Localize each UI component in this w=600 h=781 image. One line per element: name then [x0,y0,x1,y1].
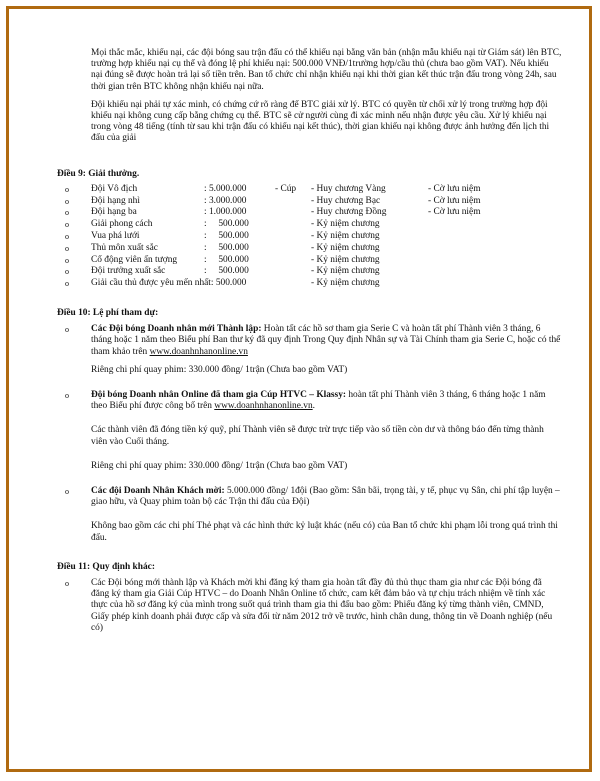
section-9-heading: Điều 9: Giải thưởng. [57,168,140,179]
fee-title-existing-teams: Đội bóng Doanh nhân Online đã tham gia Cúp HTVC – Klassy: [91,390,347,401]
award-medal: - Kỷ niệm chương [311,254,380,265]
award-medal: - Kỷ niệm chương [311,219,380,230]
award-row [57,278,562,290]
award-medal: - Kỷ niệm chương [311,278,380,289]
award-title: o Đội hạng ba [91,207,137,218]
award-flag: - Cờ lưu niệm [428,195,481,206]
award-amount: : 3.000.000 [204,195,247,206]
award-amount: : 500.000 [204,266,249,277]
fee-text-end: . [312,401,315,412]
award-title: o Thủ môn xuất sắc [91,242,158,253]
section-10-heading: Điều 10: Lệ phí tham dự: [57,308,159,318]
award-extra: - Cúp [275,183,297,194]
deposit-note: Các thành viên đã đóng tiền ký quỹ, phí Thành viên sẽ được trừ trực tiếp vào số tiền còn dư và thông báo đến từng thành viên vào Cuối tháng. [91,425,544,447]
fee-text-guest-teams: 5.000.000 đồng/ 1đội (Bao gồm: Sân bãi, trọng tài, y tế, phục vụ Sân, chi phí tập luyện – giao hữu, và Quay phim toàn bộ các Trận thi đấu của Đội) [91,486,560,508]
complaint-paragraph-2: Đội khiếu nại phải tự xác minh, có chứng cứ rõ ràng để BTC giải xử lý. BTC có quyền từ chối xử lý trong trường hợp đội khiếu nại không cung cấp bằng chứng cụ thể. BTC sẽ cử người cùng đi xác minh nếu nhận được yêu cầu. Xử lý khiếu nại trong vòng 48 tiếng (tính từ sau khi trận đấu có khiếu nại kết thúc), thời gian khiếu nại không được ảnh hưởng đến lịch thi đấu của giải [91,99,550,144]
award-amount: : 500.000 [204,242,249,253]
award-medal: - Kỷ niệm chương [311,266,380,277]
fee-text-new-teams: Hoàn tất các hồ sơ tham gia Serie C và hoàn tất phí Thành viên 3 tháng, 6 tháng hoặc 1 năm theo Biểu phí Ban thư ký đã quy định Trong Quy định Nhân sự và Tài Chính tham gia Serie C, hoặc có thể tham khảo trên [91,324,561,357]
award-row [57,219,562,231]
award-amount: : 500.000 [204,219,249,230]
award-medal: - Kỷ niệm chương [311,231,380,242]
award-flag: - Cờ lưu niệm [428,183,481,194]
complaint-paragraph-1: Mọi thắc mắc, khiếu nại, các đội bóng sau trận đấu có thể khiếu nại bằng văn bản (nhận mẫu khiếu nại từ Giám sát) lên BTC, trường hợp khiếu nại cụ thể và đóng lệ phí khiếu nại: 500.000 VNĐ/1trường hợp/cầu thủ (chưa bao gồm VAT). Nếu khiếu nại đúng sẽ được hoàn trả lại số tiền trên. Ban tổ chức chỉ nhận khiếu nại khi thời gian kết thúc trận đấu trong vòng 24h, sau thời gian trên BTC không nhận khiếu nại nữa. [91,48,562,92]
section-11-heading: Điều 11: Quy định khác: [57,561,155,572]
award-title: o Giải cầu thủ được yêu mến nhất: 500.000 [91,278,247,289]
award-title: o Đội Vô địch [91,183,138,194]
award-amount: : 500.000 [204,231,249,242]
award-medal: - Kỷ niệm chương [311,242,380,253]
award-row [57,196,562,208]
filming-fee-note: Riêng chi phí quay phim: 330.000 đồng/ 1trận (Chưa bao gồm VAT) [91,460,348,471]
award-title: o Giải phong cách [91,219,153,230]
penalty-note: Không bao gồm các chi phí Thẻ phạt và các hình thức kỷ luật khác (nếu có) của Ban tổ chức khi phạm lỗi trong quá trình thi đấu. [91,521,558,543]
list-item [57,390,562,472]
awards-list [57,184,562,290]
website-link[interactable]: www.doanhnhanonline.vn [214,401,313,412]
list-item [57,324,562,376]
award-row [57,231,562,243]
award-row [57,207,562,219]
fees-list [57,324,562,544]
award-flag: - Cờ lưu niệm [428,207,481,218]
award-amount: : 1.000.000 [204,207,247,218]
award-row [57,184,562,196]
award-title: o Đội hạng nhì [91,195,140,206]
other-rules-list [57,578,562,634]
filming-fee-note: Riêng chi phí quay phim: 330.000 đồng/ 1trận (Chưa bao gồm VAT) [91,364,348,375]
list-item [57,578,562,634]
award-medal: - Huy chương Bạc [311,195,381,206]
award-medal: - Huy chương Đồng [311,207,387,218]
award-amount: : 500.000 [204,254,249,265]
award-title: o Vua phá lưới [91,231,140,242]
award-title: o Cổ động viên ấn tượng [91,254,178,265]
fee-text-existing-teams: hoàn tất phí Thành viên 3 tháng, 6 tháng hoặc 1 năm theo Biểu phí được công bố trên [91,390,546,412]
award-row [57,266,562,278]
fee-title-new-teams: Các Đội bóng Doanh nhân mới Thành lập: [91,324,262,335]
list-item [57,486,562,544]
document-body [57,20,562,634]
registration-rule: o Các Đội bóng mới thành lập và Khách mời khi đăng ký tham gia hoàn tất đầy đủ thủ thục tham gia như các Đội bóng đã đăng ký tham gia Giải Cúp HTVC – do Doanh Nhân Online tổ chức, cam kết đảm bảo và tự chịu trách nhiệm về tính xác thực của hồ sơ đăng ký của mình trong suốt quá trình tham gia thi đấu bao gồm: Phiếu đăng ký từng thành viên, CMND, Giấy phép kinh doanh phải được cấp và sửa đổi từ năm 2012 trở về trước, hình chân dung, thông tin về Doanh nghiệp (nếu có) [91,578,553,633]
award-amount: : 5.000.000 [204,183,247,194]
fee-title-guest-teams: Các đội Doanh Nhân Khách mời: [91,486,225,497]
award-title: o Đội trưởng xuất sắc [91,266,166,277]
award-row [57,255,562,267]
award-row [57,243,562,255]
award-medal: - Huy chương Vàng [311,183,386,194]
website-link[interactable]: www.doanhnhanonline.vn [149,346,248,357]
